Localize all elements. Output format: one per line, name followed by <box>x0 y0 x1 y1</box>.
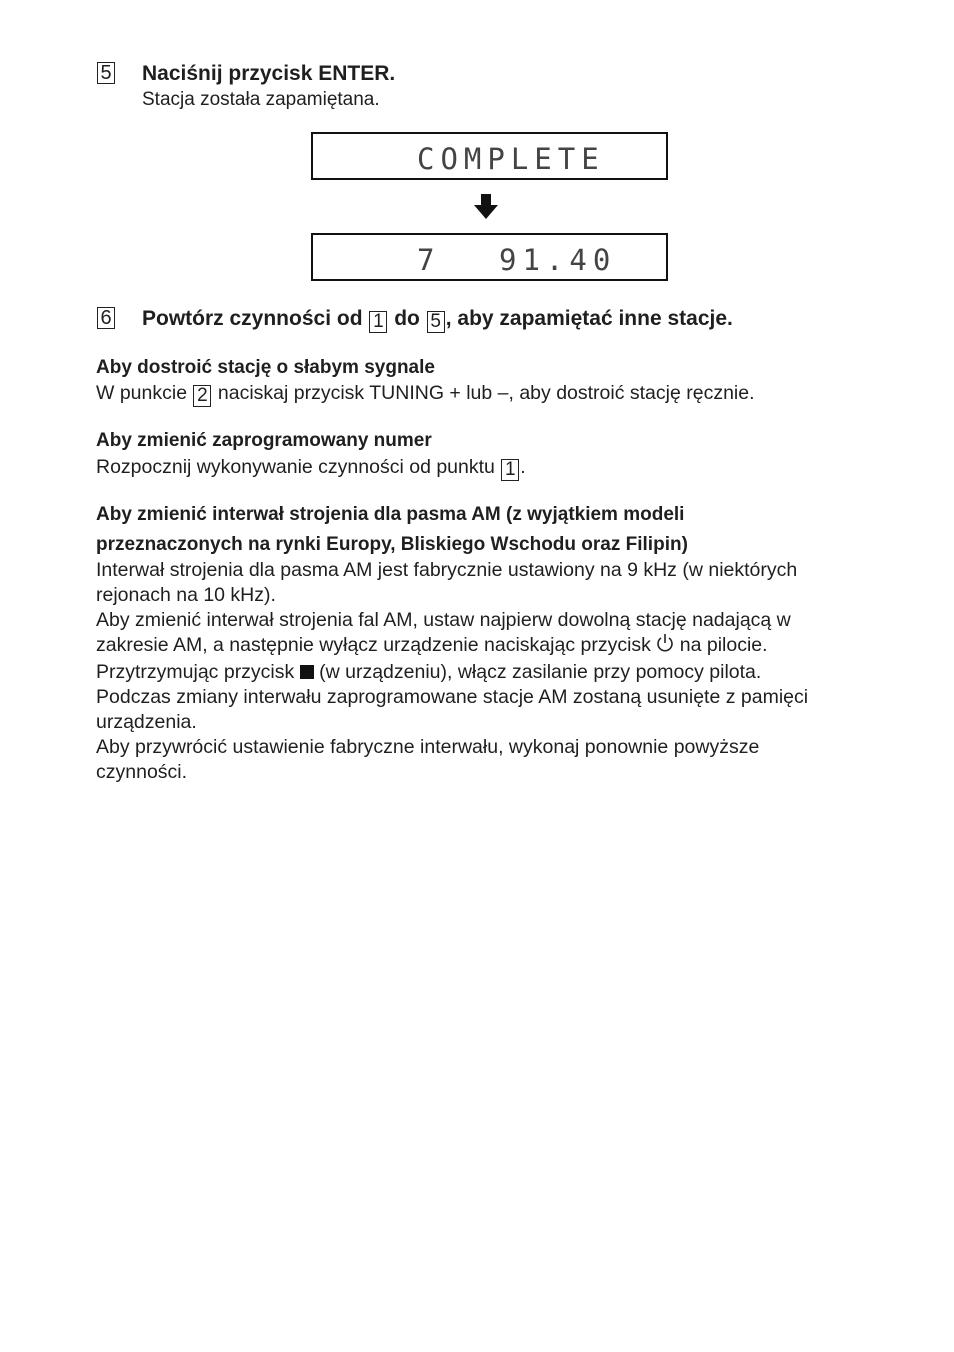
am-line-3: Aby zmienić interwał strojenia fal AM, ustaw najpierw dowolną stację nadającą w <box>96 609 791 631</box>
am-body <box>96 558 866 785</box>
am-heading-line-2: przeznaczonych na rynki Europy, Bliskiego Wschodu oraz Filipin) <box>96 534 688 555</box>
step-6-title <box>142 307 733 333</box>
step-5-subtitle: Stacja została zapamiętana. <box>142 89 380 110</box>
weak-signal-body <box>96 381 866 407</box>
am-line-6: Podczas zmiany interwału zaprogramowane stacje AM zostaną usunięte z pamięci <box>96 686 809 708</box>
am-line-4a: zakresie AM, a następnie wyłącz urządzenie naciskając przycisk <box>96 634 651 656</box>
step-ref-2: 2 <box>193 385 211 407</box>
step-5-title: Naciśnij przycisk ENTER. <box>142 62 396 85</box>
step-ref-1b: 1 <box>501 459 519 481</box>
weak-text-pre: W punkcie <box>96 382 188 404</box>
am-line-4b: na pilocie. <box>679 634 768 656</box>
display-complete <box>311 132 668 180</box>
stop-icon <box>300 665 314 679</box>
am-line-5a: Przytrzymując przycisk <box>96 661 295 683</box>
am-line-5 <box>96 660 866 685</box>
am-line-7: urządzenia. <box>96 711 197 733</box>
am-line-1: Interwał strojenia dla pasma AM jest fabrycznie ustawiony na 9 kHz (w niektórych <box>96 559 798 581</box>
power-icon <box>656 633 674 660</box>
display-preset-number: 7 <box>417 243 441 277</box>
change-number-heading: Aby zmienić zaprogramowany numer <box>96 430 432 451</box>
step-6-text-2: do <box>394 307 420 330</box>
step-number-5: 5 <box>97 62 115 84</box>
weak-text-post: naciskaj przycisk TUNING + lub –, aby dostroić stację ręcznie. <box>217 382 755 404</box>
am-line-9: czynności. <box>96 761 188 783</box>
step-ref-5: 5 <box>427 311 445 333</box>
change-text-pre: Rozpocznij wykonywanie czynności od punktu <box>96 456 495 478</box>
display-preset <box>311 233 668 281</box>
step-number-6: 6 <box>97 307 115 329</box>
am-heading-line-1: Aby zmienić interwał strojenia dla pasma AM (z wyjątkiem modeli <box>96 504 685 525</box>
step-6-text-3: , aby zapamiętać inne stacje. <box>445 307 733 330</box>
display-frequency: 91.40 <box>499 243 617 277</box>
weak-signal-heading: Aby dostroić stację o słabym sygnale <box>96 357 435 378</box>
am-line-4 <box>96 633 866 660</box>
change-text-post: . <box>520 456 526 478</box>
am-line-8: Aby przywrócić ustawienie fabryczne interwału, wykonaj ponownie powyższe <box>96 736 760 758</box>
down-arrow-icon <box>473 192 499 227</box>
am-line-5b: (w urządzeniu), włącz zasilanie przy pomocy pilota. <box>319 661 762 683</box>
am-line-2: rejonach na 10 kHz). <box>96 584 276 606</box>
display-complete-text: COMPLETE <box>417 142 605 176</box>
step-ref-1: 1 <box>369 311 387 333</box>
step-6-text-1: Powtórz czynności od <box>142 307 363 330</box>
change-number-body <box>96 455 866 481</box>
